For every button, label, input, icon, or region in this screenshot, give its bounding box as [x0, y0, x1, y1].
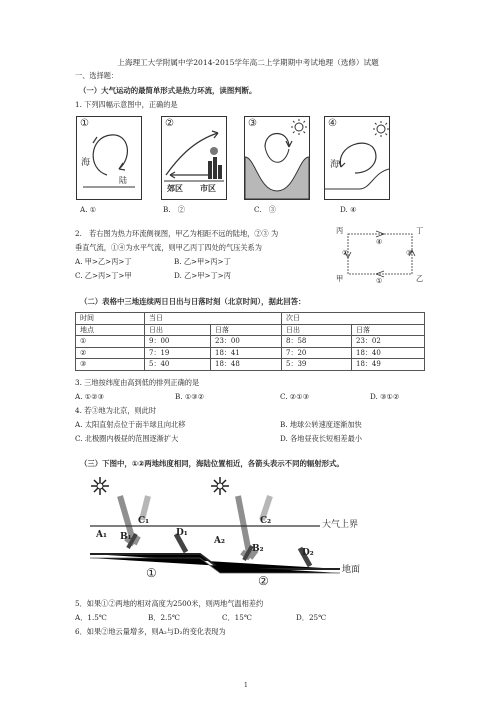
q2-option-c[interactable]: C. 乙>丙>丁>甲 [75, 271, 132, 280]
q2-option-d[interactable]: D. 乙>甲>丁>丙 [174, 271, 231, 280]
label-d2: D₂ [302, 548, 314, 558]
table-row [76, 336, 425, 348]
q5-option-c[interactable]: C．15℃ [222, 613, 252, 622]
table-cell: 7：19 [145, 347, 211, 359]
page-number: 1 [244, 682, 248, 689]
label-place-1: ① [146, 566, 157, 580]
section-heading: 一、选择题： [75, 71, 119, 80]
panel-1-label-land: 陆 [119, 176, 127, 185]
table-cell: 日出 [145, 324, 211, 336]
panel-4-number: ④ [328, 118, 337, 129]
question-3: 3. 三地按纬度由高到低的排列正确的是 [75, 378, 200, 387]
panel-3-number: ③ [248, 118, 257, 129]
panel-2-label-city: 市区 [200, 183, 216, 193]
label-c1: C₁ [138, 516, 150, 526]
panel-4-label-sea: 海 [330, 160, 340, 170]
radiation-diagram [90, 474, 400, 592]
question-4: 4. 若③地为北京，则此时 [75, 406, 157, 415]
part1-heading: （一）大气运动的最简单形式是热力环流，读图判断。 [79, 86, 257, 95]
label-a2: A₂ [214, 536, 225, 546]
label-bing: 丙 [336, 226, 344, 235]
q4-option-d[interactable]: D. 各地昼夜长短相差最小 [280, 434, 362, 443]
table-cell: 地点 [76, 324, 145, 336]
part3-heading: （三）下图中，①②两地纬度相同，海陆位置相近，各箭头表示不同的辐射形式。 [80, 459, 344, 468]
table-cell: ③ [76, 359, 145, 371]
q3-option-a[interactable]: A. ①②③ [75, 392, 105, 401]
q5-option-d[interactable]: D．25℃ [296, 613, 327, 622]
panel-3-diagram [245, 117, 309, 199]
q3-option-c[interactable]: C. ②①③ [280, 392, 310, 401]
table-cell: 18：48 [211, 359, 282, 371]
q4-option-c[interactable]: C. 北极圈内极昼的范围逐渐扩大 [75, 434, 179, 443]
question-5: 5．如果①②两地的相对高度为2500米，则两地气温相差约 [75, 599, 264, 608]
question-2-line-2: 垂直气流，①④为水平气流，则甲乙丙丁四处的气压关系为 [75, 243, 262, 252]
part2-heading: （二）表格中三地连续两日日出与日落时刻（北京时间），据此回答： [80, 297, 306, 306]
q4-option-b[interactable]: B. 地球公转速度逐渐加快 [280, 420, 362, 429]
table-cell: 9：00 [145, 336, 211, 348]
label-1: ① [376, 276, 383, 285]
label-yi: 乙 [416, 274, 424, 283]
table-cell: ① [76, 336, 145, 348]
label-ground: 地面 [342, 565, 361, 575]
table-cell: 当日 [145, 313, 282, 325]
table-cell: 18：40 [352, 347, 425, 359]
label-ding: 丁 [416, 226, 424, 235]
q3-option-b[interactable]: B. ①③② [175, 392, 205, 401]
q2-option-b[interactable]: B. 乙>甲>丙>丁 [174, 257, 231, 266]
label-4: ④ [376, 237, 383, 246]
pressure-diagram [336, 224, 428, 288]
panel-2 [161, 116, 227, 200]
q1-option-d[interactable]: D. ④ [340, 205, 357, 214]
label-c2: C₂ [260, 516, 272, 526]
table-cell: 23：00 [211, 336, 282, 348]
label-place-2: ② [258, 574, 269, 588]
q4-option-a[interactable]: A. 太阳直射点位于南半球且向北移 [75, 420, 186, 429]
question-1: 1. 下列四幅示意图中，正确的是 [75, 100, 178, 109]
panel-2-label-suburb: 郊区 [167, 183, 183, 193]
table-cell: 18：41 [211, 347, 282, 359]
sunrise-sunset-table [75, 312, 425, 371]
table-cell: 次日 [282, 313, 425, 325]
table-cell: 时间 [76, 313, 145, 325]
document-title: 上海理工大学附属中学2014-2015学年高二上学期期中考试地理（选修）试题 [117, 58, 379, 67]
q5-option-a[interactable]: A．1.5℃ [75, 613, 107, 622]
panel-2-number: ② [165, 118, 174, 129]
panel-4 [324, 116, 390, 200]
table-cell: 7：20 [282, 347, 352, 359]
table-cell: 日出 [282, 324, 352, 336]
table-cell: 8：58 [282, 336, 352, 348]
q5-option-b[interactable]: B．2.5℃ [148, 613, 180, 622]
panel-1-number: ① [80, 118, 89, 129]
table-cell: 5：40 [145, 359, 211, 371]
label-2: ② [342, 248, 349, 257]
question-6: 6．如果②地云量增多，则A₂与D₂的变化表现为 [75, 627, 226, 636]
table-cell: ② [76, 347, 145, 359]
table-cell: 18：49 [352, 359, 425, 371]
q1-option-a[interactable]: A. ① [80, 205, 97, 214]
label-d1: D₁ [176, 528, 188, 538]
table-row [76, 324, 425, 336]
table-cell: 日落 [352, 324, 425, 336]
panel-1-label-sea: 海 [81, 158, 91, 168]
label-b2: B₂ [252, 544, 264, 554]
label-atmosphere-top: 大气上界 [322, 520, 359, 530]
q2-option-a[interactable]: A. 甲>乙>丙>丁 [75, 257, 132, 266]
label-jia: 甲 [336, 274, 344, 283]
q3-option-d[interactable]: D. ③①② [370, 392, 400, 401]
panel-1 [76, 116, 142, 200]
q1-option-c[interactable]: C. ③ [254, 205, 276, 214]
question-2-line-1: 2. 若右图为热力环流侧视图，甲乙为相距不远的陆地，②③ 为 [75, 229, 279, 238]
table-row [76, 359, 425, 371]
table-cell: 23：02 [352, 336, 425, 348]
q1-option-b[interactable]: B. ② [163, 205, 185, 214]
label-b1: B₁ [120, 532, 132, 542]
table-row [76, 313, 425, 325]
label-a1: A₁ [96, 530, 107, 540]
table-row [76, 347, 425, 359]
table-cell: 日落 [211, 324, 282, 336]
panel-3 [244, 116, 310, 200]
table-cell: 5：39 [282, 359, 352, 371]
label-3: ③ [406, 248, 413, 257]
